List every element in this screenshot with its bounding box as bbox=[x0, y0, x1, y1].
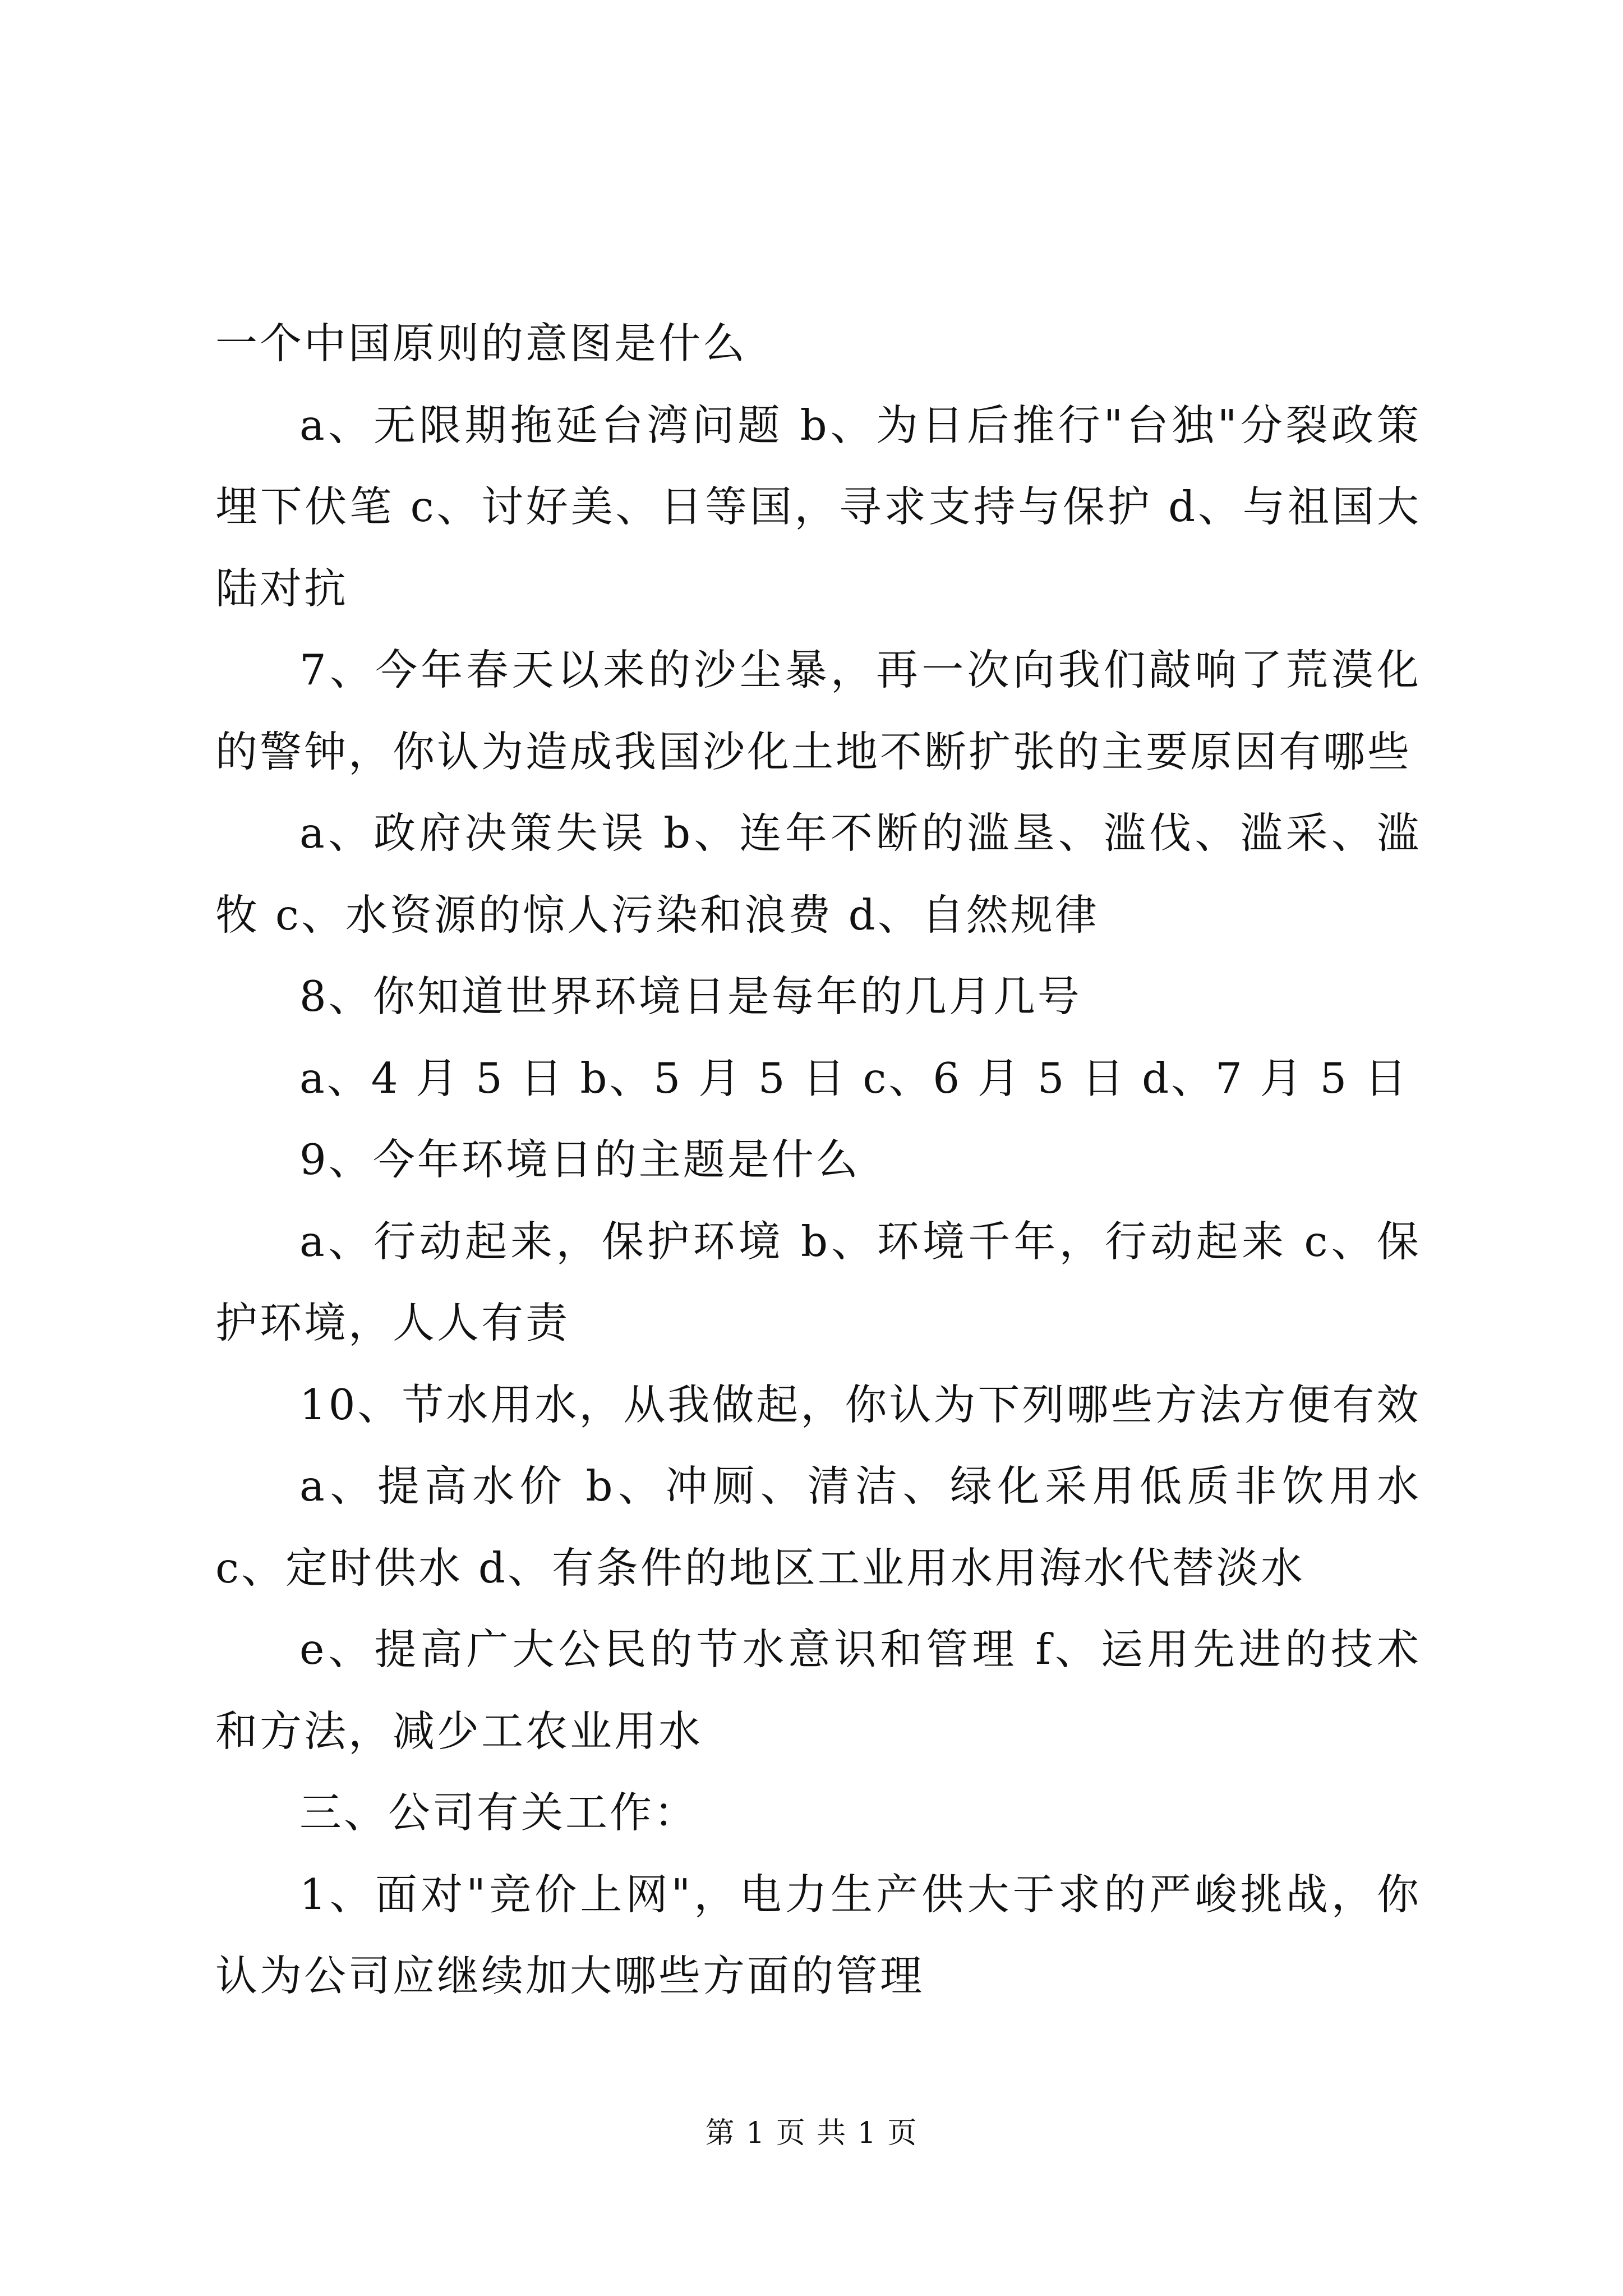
paragraph-options-q8: a、4 月 5 日 b、5 月 5 日 c、6 月 5 日 d、7 月 5 日 bbox=[299, 1053, 1409, 1103]
paragraph-question-10: 10、节水用水，从我做起，你认为下列哪些方法方便有效 bbox=[299, 1379, 1421, 1429]
paragraph-options-q9: a、行动起来，保护环境 b、环境千年，行动起来 c、保护环境，人人有责 bbox=[215, 1216, 1421, 1347]
paragraph-company-question-1: 1、面对"竞价上网"，电力生产供大于求的严峻挑战，你认为公司应继续加大哪些方面的管理 bbox=[215, 1869, 1421, 2000]
document-body bbox=[215, 303, 1421, 2017]
paragraph-question-7: 7、今年春天以来的沙尘暴，再一次向我们敲响了荒漠化的警钟，你认为造成我国沙化土地不断扩张的主要原因有哪些 bbox=[215, 645, 1421, 776]
paragraph-question-intent: 一个中国原则的意图是什么 bbox=[215, 319, 748, 368]
paragraph-options-q10-a-d: a、提高水价 b、冲厕、清洁、绿化采用低质非饮用水 c、定时供水 d、有条件的地区工业用水用海水代替淡水 bbox=[215, 1461, 1421, 1593]
paragraph-question-8: 8、你知道世界环境日是每年的几月几号 bbox=[299, 972, 1082, 1021]
paragraph-question-9: 9、今年环境日的主题是什么 bbox=[299, 1135, 860, 1184]
paragraph-options-q10-e-f: e、提高广大公民的节水意识和管理 f、运用先进的技术和方法，减少工农业用水 bbox=[215, 1625, 1421, 1756]
paragraph-options-q6: a、无限期拖延台湾问题 b、为日后推行"台独"分裂政策埋下伏笔 c、讨好美、日等国，寻求支持与保护 d、与祖国大陆对抗 bbox=[215, 400, 1421, 613]
section-heading-company-work: 三、公司有关工作： bbox=[299, 1788, 699, 1837]
paragraph-options-q7: a、政府决策失误 b、连年不断的滥垦、滥伐、滥采、滥牧 c、水资源的惊人污染和浪费 d、自然规律 bbox=[215, 808, 1421, 940]
page-footer: 第 1 页 共 1 页 bbox=[705, 2116, 918, 2150]
